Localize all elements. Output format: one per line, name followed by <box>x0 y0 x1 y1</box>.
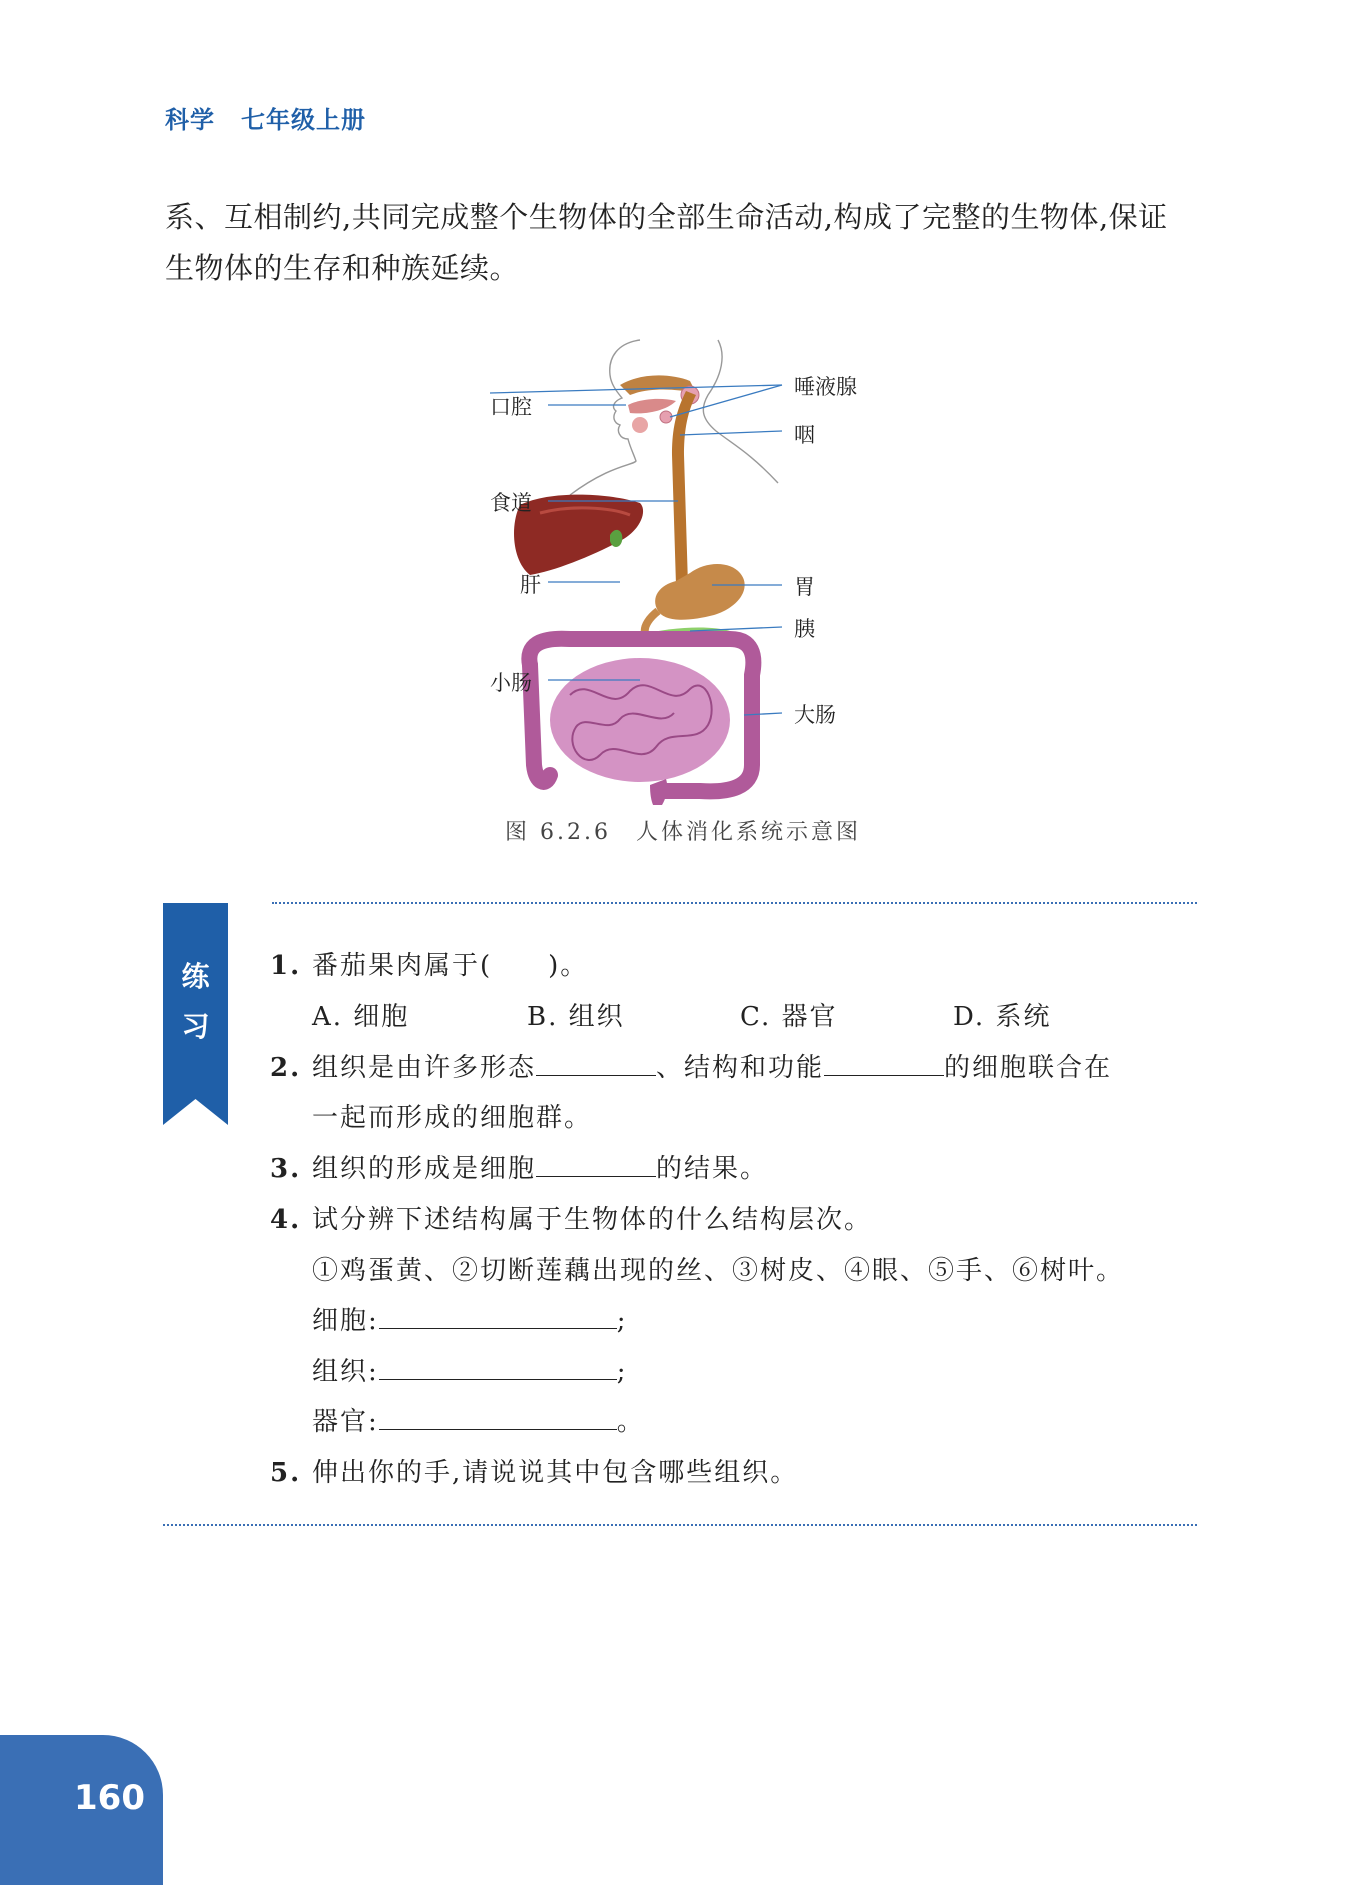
page-number: 160 <box>74 1778 145 1818</box>
header-grade: 七年级上册 <box>241 106 366 134</box>
label-small-intestine: 小肠 <box>490 671 532 695</box>
label-salivary-gland: 唾液腺 <box>794 375 857 399</box>
question-3-part-1: 组织的形成是细胞 <box>312 1154 537 1184</box>
exercise-bottom-rule <box>163 1524 1197 1526</box>
answer-blank[interactable] <box>536 1049 656 1076</box>
digestive-system-figure <box>490 335 880 805</box>
ribbon-char-1: 练 <box>181 960 210 993</box>
answer-blank[interactable] <box>379 1302 617 1329</box>
question-5-text: 伸出你的手,请说说其中包含哪些组织。 <box>312 1458 799 1488</box>
question-4-items: ①鸡蛋黄、②切断莲藕出现的丝、③树皮、④眼、⑤手、⑥树叶。 <box>312 1256 1125 1286</box>
option-c: C. 器官 <box>740 1002 838 1032</box>
question-4-cell-row <box>312 1300 628 1337</box>
question-4-number: 4. <box>270 1205 302 1235</box>
paragraph-line-1: 系、互相制约,共同完成整个生物体的全部生命活动,构成了完整的生物体,保证 <box>165 200 1168 234</box>
answer-blank[interactable] <box>824 1049 944 1076</box>
question-1 <box>270 945 588 982</box>
option-a: A. 细胞 <box>312 1002 410 1032</box>
question-5 <box>270 1452 798 1489</box>
label-pharynx: 咽 <box>794 423 815 447</box>
header-subject: 科学 <box>165 106 215 134</box>
running-header <box>165 100 366 135</box>
question-3 <box>270 1148 768 1185</box>
question-3-part-2: 的结果。 <box>656 1154 769 1184</box>
label-esophagus: 食道 <box>490 491 532 515</box>
label-liver: 肝 <box>520 573 541 597</box>
question-2 <box>270 1047 1112 1084</box>
answer-blank[interactable] <box>379 1353 617 1380</box>
question-2-line-2: 一起而形成的细胞群。 <box>312 1103 593 1133</box>
question-3-number: 3. <box>270 1154 302 1184</box>
question-5-number: 5. <box>270 1458 302 1488</box>
ribbon-char-2: 习 <box>181 1010 210 1043</box>
question-2-number: 2. <box>270 1053 302 1083</box>
label-stomach: 胃 <box>794 575 815 599</box>
answer-blank[interactable] <box>379 1403 617 1430</box>
exercise-top-rule <box>272 902 1197 904</box>
question-2-part-3: 的细胞联合在 <box>944 1053 1113 1083</box>
option-d: D. 系统 <box>953 1002 1052 1032</box>
figure-caption: 图 6.2.6 人体消化系统示意图 <box>505 820 861 845</box>
question-4-organ-row <box>312 1401 645 1438</box>
digestive-system-illustration <box>490 335 880 805</box>
question-2-part-2: 、结构和功能 <box>656 1053 825 1083</box>
question-4-tissue-row <box>312 1351 628 1388</box>
label-large-intestine: 大肠 <box>794 703 836 727</box>
cell-end: ; <box>616 1306 628 1336</box>
question-4 <box>270 1199 872 1236</box>
tissue-label: 组织: <box>312 1357 379 1387</box>
organ-end: 。 <box>616 1407 645 1437</box>
body-paragraph <box>165 192 1215 294</box>
question-1-text: 番茄果肉属于( )。 <box>312 951 589 981</box>
question-4-text: 试分辨下述结构属于生物体的什么结构层次。 <box>312 1205 873 1235</box>
answer-blank[interactable] <box>536 1150 656 1177</box>
tissue-end: ; <box>616 1357 628 1387</box>
label-mouth: 口腔 <box>490 395 532 419</box>
cell-label: 细胞: <box>312 1306 379 1336</box>
question-2-part-1: 组织是由许多形态 <box>312 1053 537 1083</box>
option-b: B. 组织 <box>527 1002 625 1032</box>
paragraph-line-2: 生物体的生存和种族延续。 <box>165 251 520 285</box>
organ-label: 器官: <box>312 1407 379 1437</box>
label-pancreas: 胰 <box>794 617 815 641</box>
question-1-number: 1. <box>270 951 302 981</box>
